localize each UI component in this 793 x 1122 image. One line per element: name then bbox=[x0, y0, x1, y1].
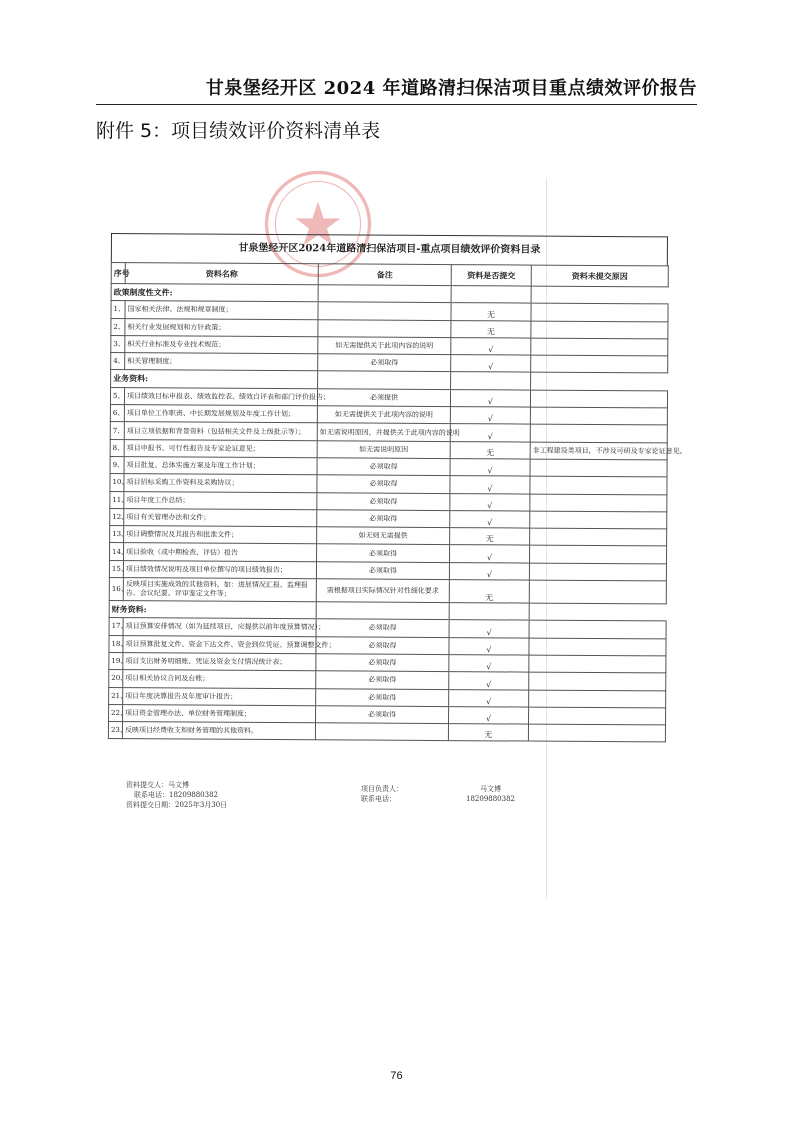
checklist-table bbox=[108, 262, 687, 743]
materials-checklist-sheet bbox=[108, 233, 687, 743]
section-empty-cell bbox=[318, 285, 451, 303]
cell-name: 反映项目经费收支和财务管理的其他资料。 bbox=[122, 722, 315, 740]
cell-note: 如无需说明原因，并提供关于此项内容的说明 bbox=[317, 423, 450, 441]
cell-name: 项目验收（或中期检查、评估）报告 bbox=[124, 543, 317, 561]
cell-no: 18、 bbox=[109, 635, 123, 652]
owner-name: 马文博 bbox=[480, 785, 501, 793]
checklist-title: 甘泉堡经开区2024年道路清扫保洁项目-重点项目绩效评价资料目录 bbox=[111, 233, 668, 265]
cell-reason bbox=[529, 620, 666, 638]
owner-phone-label: 联系电话： bbox=[361, 795, 396, 803]
section-empty-cell bbox=[449, 603, 529, 621]
owner-labels bbox=[361, 784, 403, 804]
cell-name: 项目招标采购工作资料及采购协议； bbox=[124, 474, 317, 492]
cell-reason bbox=[530, 390, 667, 408]
cell-reason bbox=[530, 459, 667, 477]
cell-no: 3、 bbox=[111, 335, 125, 352]
cell-note bbox=[318, 319, 451, 337]
cell-submitted: √ bbox=[450, 424, 530, 442]
cell-reason bbox=[529, 638, 666, 656]
cell-name: 项目年度工作总结； bbox=[124, 491, 317, 509]
cell-no: 8、 bbox=[110, 439, 124, 456]
cell-reason bbox=[529, 563, 666, 581]
cell-reason bbox=[530, 407, 667, 425]
cell-submitted: √ bbox=[449, 620, 529, 638]
owner-phone: 18209880382 bbox=[466, 795, 515, 803]
section-empty-cell bbox=[531, 286, 668, 304]
cell-name: 项目支出财务明细账、凭证及资金支付情况统计表； bbox=[123, 653, 316, 671]
cell-reason bbox=[531, 321, 668, 339]
cell-no: 21、 bbox=[109, 687, 123, 704]
cell-name: 项目资金管理办法、单位财务管理制度； bbox=[123, 704, 316, 722]
cell-name: 相关行业标准及专业技术规范； bbox=[125, 335, 318, 353]
section-title: 政策制度性文件: bbox=[111, 284, 318, 303]
cell-submitted: 无 bbox=[449, 580, 529, 603]
cell-reason bbox=[529, 580, 666, 604]
column-header-name: 资料名称 bbox=[125, 263, 318, 285]
cell-reason bbox=[531, 355, 668, 373]
cell-note: 必须取得 bbox=[317, 475, 450, 493]
section-empty-cell bbox=[451, 286, 531, 304]
cell-submitted: √ bbox=[450, 459, 530, 477]
cell-no: 17、 bbox=[109, 618, 123, 635]
page-header-title: 甘泉堡经开区 2024 年道路清扫保洁项目重点绩效评价报告 bbox=[205, 78, 697, 99]
cell-submitted: 无 bbox=[450, 528, 530, 546]
cell-note bbox=[318, 302, 451, 320]
cell-reason bbox=[531, 338, 668, 356]
cell-submitted: √ bbox=[450, 510, 530, 528]
cell-no: 1、 bbox=[111, 301, 125, 318]
cell-name: 项目调整情况及其报告和批准文件； bbox=[124, 526, 317, 544]
section-empty-cell bbox=[529, 603, 666, 621]
cell-submitted: √ bbox=[449, 706, 529, 724]
cell-submitted: 无 bbox=[450, 441, 530, 459]
cell-reason bbox=[530, 494, 667, 512]
table-row bbox=[109, 578, 666, 604]
cell-submitted: √ bbox=[449, 655, 529, 673]
cell-no: 19、 bbox=[109, 652, 123, 669]
section-title: 业务资料: bbox=[111, 370, 318, 389]
cell-reason bbox=[528, 724, 665, 742]
cell-name: 项目预算安排情况（如为延续项目，应提供以前年度预算情况）； bbox=[123, 618, 316, 636]
cell-no: 2、 bbox=[111, 318, 125, 335]
cell-note: 如无需提供关于此项内容的说明 bbox=[317, 406, 450, 424]
cell-name: 项目立项依据和背景资料（包括相关文件及上级批示等）； bbox=[124, 422, 317, 440]
cell-reason bbox=[529, 690, 666, 708]
cell-name: 项目单位工作职责、中长期发展规划及年度工作计划； bbox=[124, 405, 317, 423]
cell-submitted: √ bbox=[449, 672, 529, 690]
column-header-no: 序号 bbox=[111, 263, 125, 284]
cell-submitted: √ bbox=[449, 637, 529, 655]
submit-date: 资料提交日期：2025年3月30日 bbox=[126, 801, 228, 809]
cell-no: 11、 bbox=[110, 491, 124, 508]
cell-note bbox=[315, 723, 448, 741]
cell-note: 如无需说明原因 bbox=[317, 440, 450, 458]
submitter-info bbox=[126, 780, 227, 810]
cell-name: 项目预算批复文件、资金下达文件、资金到位凭证、预算调整文件； bbox=[123, 635, 316, 653]
cell-submitted: √ bbox=[450, 407, 530, 425]
cell-submitted: √ bbox=[449, 545, 529, 563]
cell-name: 国家相关法律、法规和规章制度； bbox=[125, 301, 318, 319]
cell-note: 必须提供 bbox=[317, 389, 450, 407]
cell-note: 必须取得 bbox=[317, 510, 450, 528]
cell-reason bbox=[531, 303, 668, 321]
column-header-submitted: 资料是否提交 bbox=[451, 265, 531, 286]
cell-note: 必须取得 bbox=[316, 544, 449, 562]
cell-note: 必须取得 bbox=[316, 562, 449, 580]
cell-no: 14、 bbox=[110, 543, 124, 560]
cell-name: 项目绩效情况说明及项目单位撰写的项目绩效报告； bbox=[123, 560, 316, 578]
column-header-reason: 资料未提交原因 bbox=[531, 265, 668, 287]
cell-note: 必须取得 bbox=[316, 619, 449, 637]
header-divider bbox=[96, 104, 697, 105]
cell-submitted: 无 bbox=[448, 724, 528, 742]
cell-name: 相关行业发展规划和方针政策； bbox=[125, 318, 318, 336]
cell-note: 必须取得 bbox=[317, 492, 450, 510]
cell-name: 项目年度决算报告及年度审计报告； bbox=[123, 687, 316, 705]
cell-name: 项目相关协议合同及台账； bbox=[123, 670, 316, 688]
cell-submitted: √ bbox=[450, 476, 530, 494]
cell-no: 22、 bbox=[109, 704, 123, 721]
cell-submitted: √ bbox=[449, 689, 529, 707]
section-empty-cell bbox=[318, 371, 451, 389]
owner-values bbox=[466, 784, 515, 804]
cell-reason bbox=[530, 511, 667, 529]
cell-no: 9、 bbox=[110, 456, 124, 473]
cell-name: 项目有关管理办法和文件； bbox=[124, 508, 317, 526]
checklist-body bbox=[108, 284, 687, 743]
cell-no: 4、 bbox=[111, 353, 125, 370]
cell-reason: 非工程建设类项目，不涉及可研及专家论证意见。 bbox=[530, 442, 667, 460]
cell-note: 如无则无需提供 bbox=[317, 527, 450, 545]
cell-reason bbox=[529, 707, 666, 725]
cell-note: 如无需提供关于此项内容的说明 bbox=[318, 337, 451, 355]
cell-name: 项目申报书、可行性报告及专家论证意见； bbox=[124, 439, 317, 457]
section-empty-cell bbox=[316, 602, 449, 620]
cell-no: 20、 bbox=[109, 670, 123, 687]
section-title: 财务资料: bbox=[109, 601, 316, 620]
cell-note: 必须取得 bbox=[316, 706, 449, 724]
cell-name: 相关管理制度； bbox=[125, 353, 318, 371]
cell-reason bbox=[529, 672, 666, 690]
cell-submitted: √ bbox=[451, 337, 531, 355]
cell-reason bbox=[529, 655, 666, 673]
table-row bbox=[108, 722, 665, 743]
cell-submitted: 无 bbox=[451, 320, 531, 338]
submitter-phone: 联系电话：18209880382 bbox=[134, 791, 218, 799]
section-empty-cell bbox=[531, 373, 668, 391]
submitter-label: 资料提交人：马文博 bbox=[126, 781, 189, 789]
cell-note: 必须取得 bbox=[316, 636, 449, 654]
cell-name: 项目绩效目标申报表、绩效监控表、绩效自评表和部门评价报告； bbox=[124, 387, 317, 405]
cell-no: 6、 bbox=[110, 405, 124, 422]
cell-no: 23、 bbox=[108, 722, 122, 739]
cell-no: 10、 bbox=[110, 474, 124, 491]
cell-submitted: √ bbox=[451, 355, 531, 373]
cell-reason bbox=[530, 424, 667, 442]
cell-reason bbox=[529, 546, 666, 564]
cell-submitted: √ bbox=[449, 562, 529, 580]
cell-note: 必须取得 bbox=[316, 654, 449, 672]
appendix-title: 附件 5：项目绩效评价资料清单表 bbox=[96, 120, 381, 142]
cell-note: 必须取得 bbox=[316, 671, 449, 689]
owner-label: 项目负责人： bbox=[361, 785, 403, 793]
section-empty-cell bbox=[451, 372, 531, 390]
cell-no: 7、 bbox=[110, 422, 124, 439]
cell-note: 必须取得 bbox=[318, 354, 451, 372]
cell-no: 13、 bbox=[110, 526, 124, 543]
cell-name: 项目批复、总体实施方案及年度工作计划； bbox=[124, 457, 317, 475]
cell-note: 必须取得 bbox=[317, 458, 450, 476]
cell-submitted: √ bbox=[450, 389, 530, 407]
cell-reason bbox=[530, 476, 667, 494]
cell-no: 16、 bbox=[109, 578, 123, 601]
cell-name: 反映项目实施成效的其他资料，如：进展情况汇报、监理报告、会议纪要、评审鉴定文件等； bbox=[123, 578, 316, 602]
cell-no: 15、 bbox=[109, 560, 123, 577]
cell-submitted: √ bbox=[450, 493, 530, 511]
cell-reason bbox=[530, 528, 667, 546]
page-number: 76 bbox=[390, 1070, 403, 1082]
cell-note: 必须取得 bbox=[316, 688, 449, 706]
cell-submitted: 无 bbox=[451, 303, 531, 321]
cell-no: 5、 bbox=[110, 387, 124, 404]
column-header-note: 备注 bbox=[318, 264, 451, 286]
cell-note: 需根据项目实际情况针对性细化要求 bbox=[316, 579, 449, 603]
cell-no: 12、 bbox=[110, 508, 124, 525]
